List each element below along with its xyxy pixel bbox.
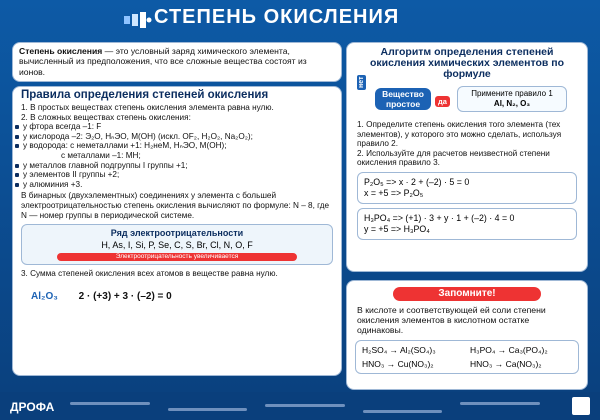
step-1: 1. Определите степень окисления того элемента (тех элементов), у которого это можно сделать, используя правило 2.: [357, 120, 562, 149]
reaction-3: HNO₃ → Cu(NO₃)₂: [362, 358, 434, 369]
reaction-2: H₃PO₄ → Ca₃(PO₄)₂: [470, 344, 548, 355]
algorithm-steps: [347, 120, 587, 168]
header: [0, 0, 600, 38]
footer-line-5: [460, 402, 540, 405]
rule-item-6: у элементов II группы +2;: [13, 170, 341, 180]
rule1-title: Примените правило 1: [471, 89, 553, 98]
reactions-grid: [355, 340, 579, 374]
calc-p2o5-line2: x = +5 => P₂O₅: [364, 187, 424, 198]
rule-item-5: у металлов главной подгруппы I группы +1;: [13, 161, 341, 171]
electronegativity-sequence: H, As, I, Si, P, Se, C, S, Br, Cl, N, O, F: [101, 240, 253, 251]
rule-item-2: у кислорода –2: Э₂O, HₙЭO, M(OH) (искл. OF₂, H₂O₂, Na₂O₂);: [13, 132, 341, 142]
electronegativity-arrow: Электроотрицательность увеличивается: [57, 253, 297, 261]
rule-item-1: у фтора всегда –1: F: [13, 122, 341, 132]
definition-term: Степень окисления: [19, 46, 103, 56]
rule-item-4: с металлами –1: MH;: [61, 150, 141, 160]
rule-1: 1. В простых веществах степень окисления элемента равна нулю.: [21, 103, 274, 112]
definition-body: — это условный заряд химического элемента, вычисленный из предположения, что все сложные вещества состоят из ионов.: [19, 46, 307, 77]
page-title: СТЕПЕНЬ ОКИСЛЕНИЯ: [154, 6, 400, 28]
footer: [0, 392, 600, 420]
sum-rule: 3. Сумма степеней окисления всех атомов в веществе равна нулю.: [21, 269, 278, 279]
binary-rule: В бинарных (двухэлементных) соединениях у элемента с большей электроотрицательностью степень окисления вычисляют по формуле: N – 8, где N — номер группы в периодической системе.: [21, 191, 330, 220]
rules-title: Правила определения степеней окисления: [21, 89, 269, 101]
calc-h3po4-line1: H₃PO₄ => (+1) · 3 + y · 1 + (–2) · 4 = 0: [364, 212, 515, 223]
footer-line-1: [70, 402, 150, 405]
rule-item-3: у водорода: с неметаллами +1: H₂неМ, HₙЭO, M(OH);: [13, 141, 341, 151]
molecule-icon: [124, 12, 152, 28]
example-box: [21, 281, 333, 311]
example-equation: [31, 291, 172, 302]
reaction-4: HNO₃ → Ca(NO₃)₂: [470, 358, 542, 369]
remember-title: Запомните!: [393, 287, 541, 301]
calc-p2o5: [357, 172, 577, 204]
definition-text: [13, 43, 341, 80]
calc-h3po4: [357, 208, 577, 240]
remember-text: В кислоте и соответствующей ей соли степени окисления элементов в кислотном остатке одинаковы.: [357, 305, 546, 336]
algorithm-title: Алгоритм определения степеней окисления химических элементов по формуле: [369, 46, 565, 80]
algorithm-card: [346, 42, 588, 272]
calc-h3po4-line2: y = +5 => H₃PO₄: [364, 223, 430, 234]
footer-line-3: [265, 404, 345, 407]
simple-substance-node: Вещество простое: [375, 88, 431, 110]
footer-line-2: [168, 408, 248, 411]
rule-2: 2. В сложных веществах степень окисления:: [21, 112, 191, 122]
rule1-node: [457, 86, 567, 112]
yes-label: да: [435, 96, 450, 107]
reaction-1: H₂SO₄ → Al₂(SO₄)₃: [362, 344, 436, 355]
footer-line-4: [363, 410, 443, 413]
electronegativity-box: [21, 224, 333, 265]
no-label: нет: [358, 76, 365, 88]
example-formula: Al₂O₃: [31, 290, 58, 302]
calc-p2o5-line1: P₂O₅ => x · 2 + (–2) · 5 = 0: [364, 176, 470, 187]
publisher-logo: ДРОФА: [10, 400, 55, 414]
footer-info: [70, 398, 540, 414]
algorithm-flow: [353, 76, 581, 120]
qr-code-icon: [572, 397, 590, 415]
remember-card: [346, 280, 588, 390]
rule1-examples: Al, N₂, O₃: [493, 99, 531, 108]
rules-card: [12, 86, 342, 376]
rule-item-7: у алюминия +3.: [13, 180, 341, 190]
step-2: 2. Используйте для расчетов неизвестной степени окисления правило 3.: [357, 148, 550, 168]
electronegativity-title: Ряд электроотрицательности: [110, 228, 244, 239]
definition-card: [12, 42, 342, 82]
example-calc: 2 · (+3) + 3 · (–2) = 0: [78, 290, 172, 302]
